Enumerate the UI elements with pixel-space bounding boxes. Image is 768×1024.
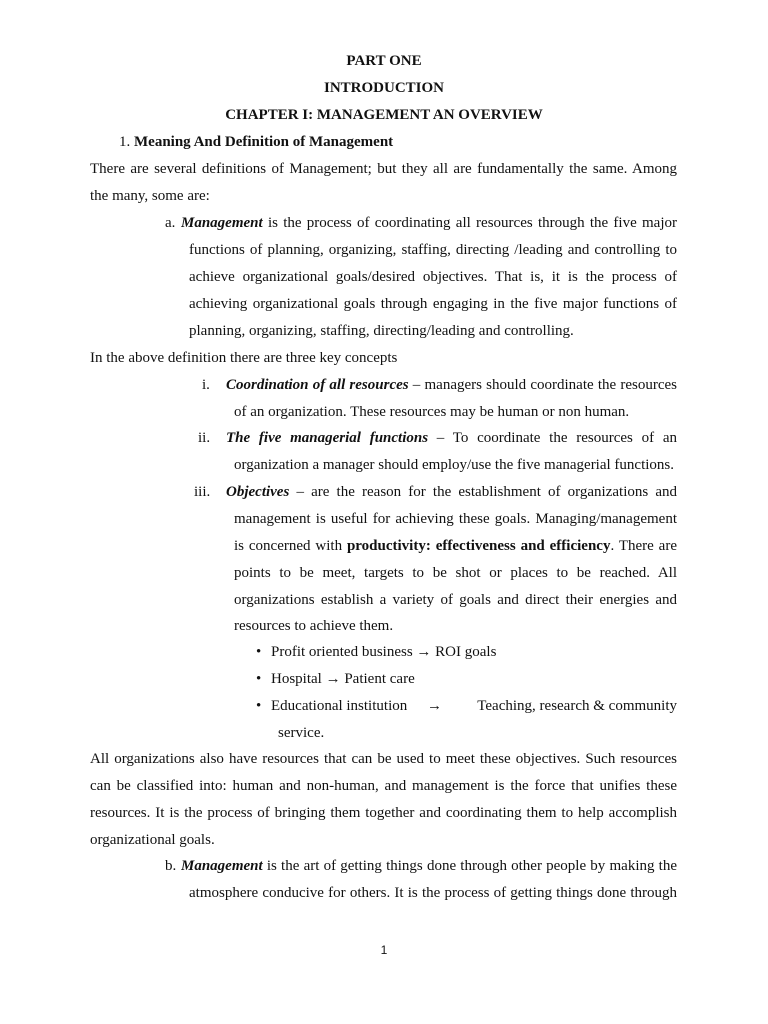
bullet-left: Educational institution	[271, 698, 408, 714]
definition-b-line-2: atmosphere conducive for others. It is the process of getting things done through	[189, 885, 677, 901]
concept-ii-line-1-rest: – To coordinate the resources of an	[428, 430, 677, 446]
concept-i-line-1-rest: – managers should coordinate the resources	[408, 377, 677, 393]
definition-a-line-1-rest: is the process of coordinating all resources through the five major	[262, 215, 677, 231]
bullet-dot-icon: •	[256, 671, 262, 687]
concept-iii-line-5: organizations establish a variety of goals and direct their energies and	[234, 592, 677, 608]
concept-iii-term: Objectives	[226, 484, 290, 500]
page-number: 1	[380, 943, 388, 957]
concepts-intro: In the above definition there are three key concepts	[90, 350, 398, 366]
concept-iii-line-3-post: . There are	[610, 538, 677, 554]
bullet-right: ROI goals	[435, 644, 497, 660]
bullet-continuation: service.	[278, 725, 325, 741]
concept-i-line-2: of an organization. These resources may be human or non human.	[234, 404, 630, 420]
bullet-item	[271, 696, 677, 716]
definition-b-term: Management	[181, 858, 263, 874]
resources-para-line-1: All organizations also have resources that can be used to meet these objectives. Such resources	[90, 751, 677, 767]
heading-part: PART ONE	[346, 53, 422, 69]
heading-chapter: CHAPTER I: MANAGEMENT AN OVERVIEW	[225, 107, 543, 123]
definition-a-line-4: achieving organizational goals through engaging in the five major functions of	[189, 296, 677, 312]
resources-para-line-4: organizational goals.	[90, 832, 215, 848]
definition-a-line-2: functions of planning, organizing, staffing, directing /leading and controlling to	[189, 242, 677, 258]
resources-para-line-3: resources. It is the process of bringing them together and coordinating them to help accomplish	[90, 805, 677, 821]
concept-ii-line-2: organization a manager should employ/use the five managerial functions.	[234, 457, 675, 473]
bullet-left: Hospital	[271, 671, 322, 687]
definition-a-term: Management	[181, 215, 263, 231]
section-1-title: Meaning And Definition of Management	[134, 134, 394, 150]
concept-ii-line-1	[226, 428, 677, 448]
definition-a-line-3: achieve organizational goals/desired objectives. That is, it is the process of	[189, 269, 677, 285]
heading-introduction: INTRODUCTION	[323, 80, 444, 96]
definition-a-marker: a.	[165, 215, 176, 231]
concept-i-marker: i.	[202, 377, 210, 393]
concept-iii-line-3	[234, 536, 677, 556]
concept-ii-term: The five managerial functions	[226, 430, 429, 446]
bullet-dot-icon: •	[256, 644, 262, 660]
concept-iii-line-1-rest: – are the reason for the establishment of organizations and	[289, 484, 677, 500]
bullet-right: Teaching, research & community	[477, 698, 677, 714]
arrow-right-icon: →	[416, 644, 432, 660]
concept-iii-line-3-pre: is concerned with	[234, 538, 347, 554]
definition-a-line-5: planning, organizing, staffing, directing/leading and controlling.	[189, 323, 574, 339]
concept-iii-line-2: management is useful for achieving these goals. Managing/management	[234, 511, 677, 527]
concept-iii-marker: iii.	[194, 484, 211, 500]
concept-iii-line-6: resources to achieve them.	[234, 618, 394, 634]
concept-iii-line-4: points to be meet, targets to be shot or places to be reached. All	[234, 565, 677, 581]
concept-i-line-1	[226, 375, 677, 395]
concept-i-term: Coordination of all resources	[226, 377, 409, 393]
arrow-right-icon: →	[427, 698, 442, 714]
arrow-right-icon: →	[325, 671, 341, 687]
concept-ii-marker: ii.	[198, 430, 211, 446]
section-1-number: 1.	[119, 134, 131, 150]
resources-para-line-2: can be classified into: human and non-human, and management is the force that unifies these	[90, 778, 677, 794]
bullet-item	[271, 669, 415, 689]
definition-b-line-1-rest: is the art of getting things done through other people by making the	[262, 858, 677, 874]
bullet-left: Profit oriented business	[271, 644, 413, 660]
definition-b-line-1	[181, 856, 677, 876]
intro-para-line-2: the many, some are:	[90, 188, 210, 204]
definition-a-line-1	[181, 213, 677, 233]
definition-b-marker: b.	[165, 858, 177, 874]
bullet-item	[271, 642, 496, 662]
bullet-dot-icon: •	[256, 698, 262, 714]
section-1-heading	[119, 132, 393, 152]
concept-iii-line-1	[226, 482, 677, 502]
bullet-right: Patient care	[344, 671, 415, 687]
productivity-emphasis: productivity: effectiveness and efficiency	[346, 538, 611, 554]
intro-para-line-1: There are several definitions of Management; but they all are fundamentally the same. Among	[90, 161, 677, 177]
